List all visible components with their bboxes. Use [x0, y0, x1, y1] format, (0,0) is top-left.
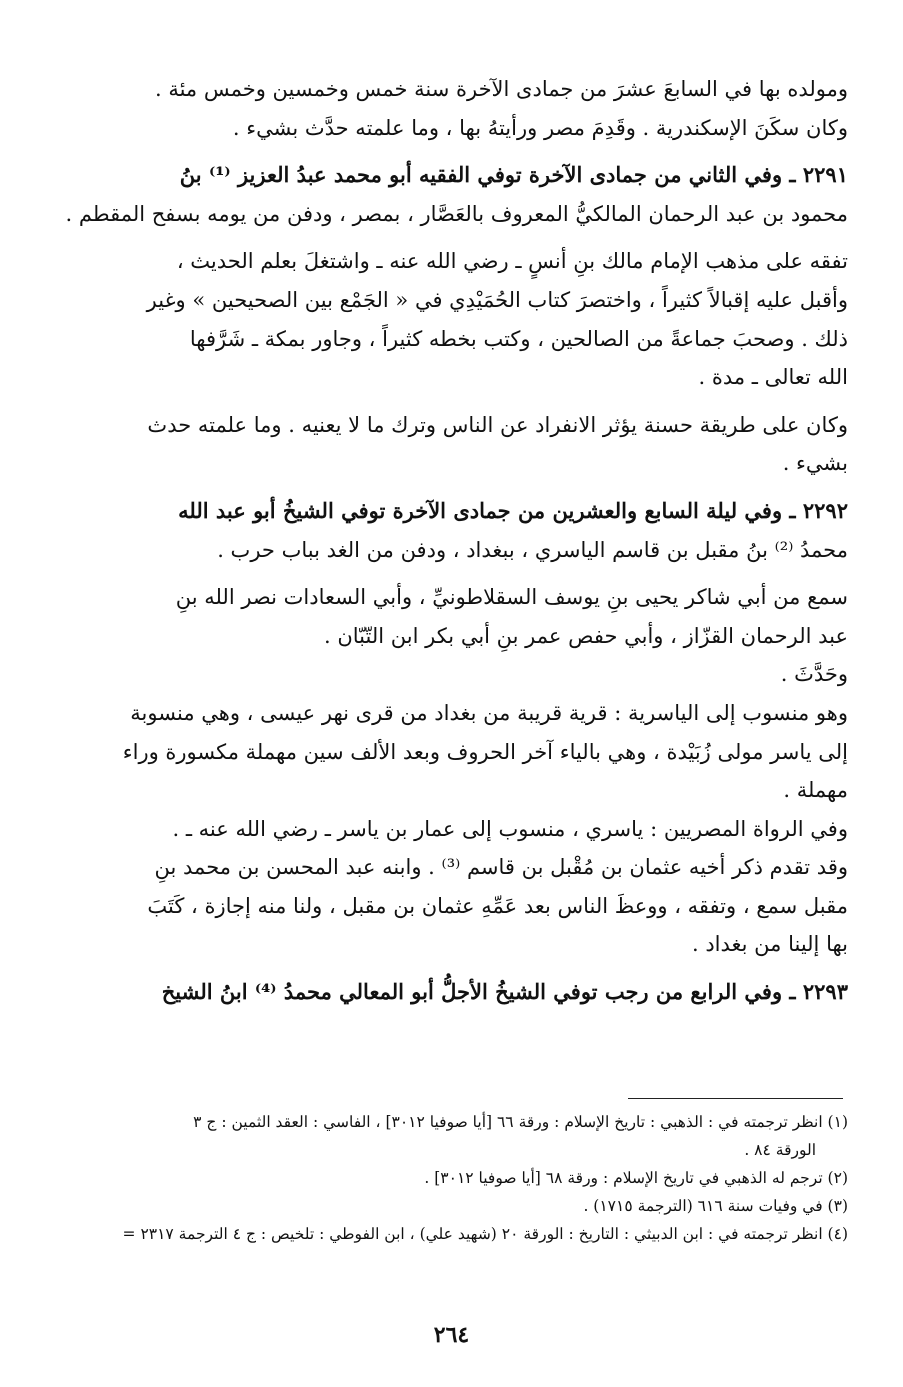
body-line: محمدُ ⁽²⁾ بنُ مقبل بن قاسم الياسري ، ببغداد ، ودفن من الغد بباب حرب .	[217, 537, 848, 562]
body-line: ومولده بها في السابعَ عشرَ من جمادى الآخرة سنة خمس وخمسين وخمس مئة .	[154, 77, 848, 101]
body-line: الله تعالى ـ مدة .	[698, 365, 848, 390]
body-line: وحَدَّثَ .	[780, 662, 848, 687]
body-line: ذلك . وصحبَ جماعةً من الصالحين ، وكتب بخطه كثيراً ، وجاور بمكة ـ شَرَّفها	[189, 326, 848, 351]
body-line: تفقه على مذهب الإمام مالك بنِ أنسٍ ـ رضي الله عنه ـ واشتغلَ بعلم الحديث ،	[176, 249, 848, 274]
page-number: ٢٦٤	[433, 1322, 470, 1348]
body-line: وأقبل عليه إقبالاً كثيراً ، واختصرَ كتاب الحُمَيْدِي في « الجَمْع بين الصحيحين » وغير	[146, 287, 848, 312]
footnote-continuation: الورقة ٨٤ .	[744, 1141, 816, 1159]
body-text	[52, 70, 848, 1012]
entry-heading-2291: ٢٢٩١ ـ وفي الثاني من جمادى الآخرة توفي الفقيه أبو محمد عبدُ العزيز ⁽¹⁾ بنُ	[179, 162, 848, 188]
footnote: (١) انظر ترجمته في : الذهبي : تاريخ الإسلام : ورقة ٦٦ [أيا صوفيا ٣٠١٢] ، الفاسي : العقد الثمين : ج ٣	[193, 1113, 848, 1131]
footnote: (٤) انظر ترجمته في : ابن الدبيثي : التاريخ : الورقة ٢٠ (شهيد علي) ، ابن الفوطي : تلخيص : ج ٤ الترجمة ٢٣١٧ =	[122, 1225, 848, 1243]
body-line: إلى ياسر مولى زُبَيْدة ، وهي بالياء آخر الحروف وبعد الألف سين مهملة مكسورة وراء	[122, 739, 848, 764]
body-line: مقبل سمع ، وتفقه ، ووعظَ الناس بعد عَمِّهِ عثمان بن مقبل ، ولنا منه إجازة ، كَتَبَ	[147, 893, 848, 918]
body-line: وقد تقدم ذكر أخيه عثمان بن مُقْبل بن قاسم ⁽³⁾ . وابنه عبد المحسن بن محمد بنِ	[154, 855, 848, 880]
body-line: مهملة .	[783, 778, 848, 803]
footnote-divider	[628, 1098, 843, 1099]
body-line: وكان على طريقة حسنة يؤثر الانفراد عن الناس وترك ما لا يعنيه . وما علمته حدث	[147, 412, 848, 437]
body-line: سمع من أبي شاكر يحيى بنِ يوسف السقلاطونيِّ ، وأبي السعادات نصر الله بنِ	[175, 585, 848, 610]
body-line: وفي الرواة المصريين : ياسري ، منسوب إلى عمار بن ياسر ـ رضي الله عنه ـ .	[172, 816, 848, 841]
body-line: محمود بن عبد الرحمان المالكيُّ المعروف بالعَصَّار ، بمصر ، ودفن من يومه بسفح المقطم .	[65, 201, 848, 226]
entry-heading-2293: ٢٢٩٣ ـ وفي الرابع من رجب توفي الشيخُ الأجلُّ أبو المعالي محمدُ ⁽⁴⁾ ابنُ الشيخ	[161, 979, 848, 1005]
body-line: بها إلينا من بغداد .	[691, 932, 848, 957]
body-line: وهو منسوب إلى الياسرية : قرية قريبة من بغداد من قرى نهر عيسى ، وهي منسوبة	[130, 700, 848, 725]
body-line: بشيء .	[782, 451, 848, 476]
entry-heading-2292: ٢٢٩٢ ـ وفي ليلة السابع والعشرين من جمادى الآخرة توفي الشيخُ أبو عبد الله	[178, 497, 848, 523]
body-line: عبد الرحمان القزّاز ، وأبي حفص عمر بنِ أبي بكر ابن التّبّان .	[324, 623, 848, 648]
body-line: وكان سكَنَ الإسكندرية . وقَدِمَ مصر ورأيتهُ بها ، وما علمته حدَّث بشيء .	[232, 115, 848, 140]
footnote: (٢) ترجم له الذهبي في تاريخ الإسلام : ورقة ٦٨ [أيا صوفيا ٣٠١٢] .	[424, 1169, 848, 1187]
footnotes	[52, 1108, 848, 1248]
footnote: (٣) في وفيات سنة ٦١٦ (الترجمة ١٧١٥) .	[583, 1197, 848, 1215]
